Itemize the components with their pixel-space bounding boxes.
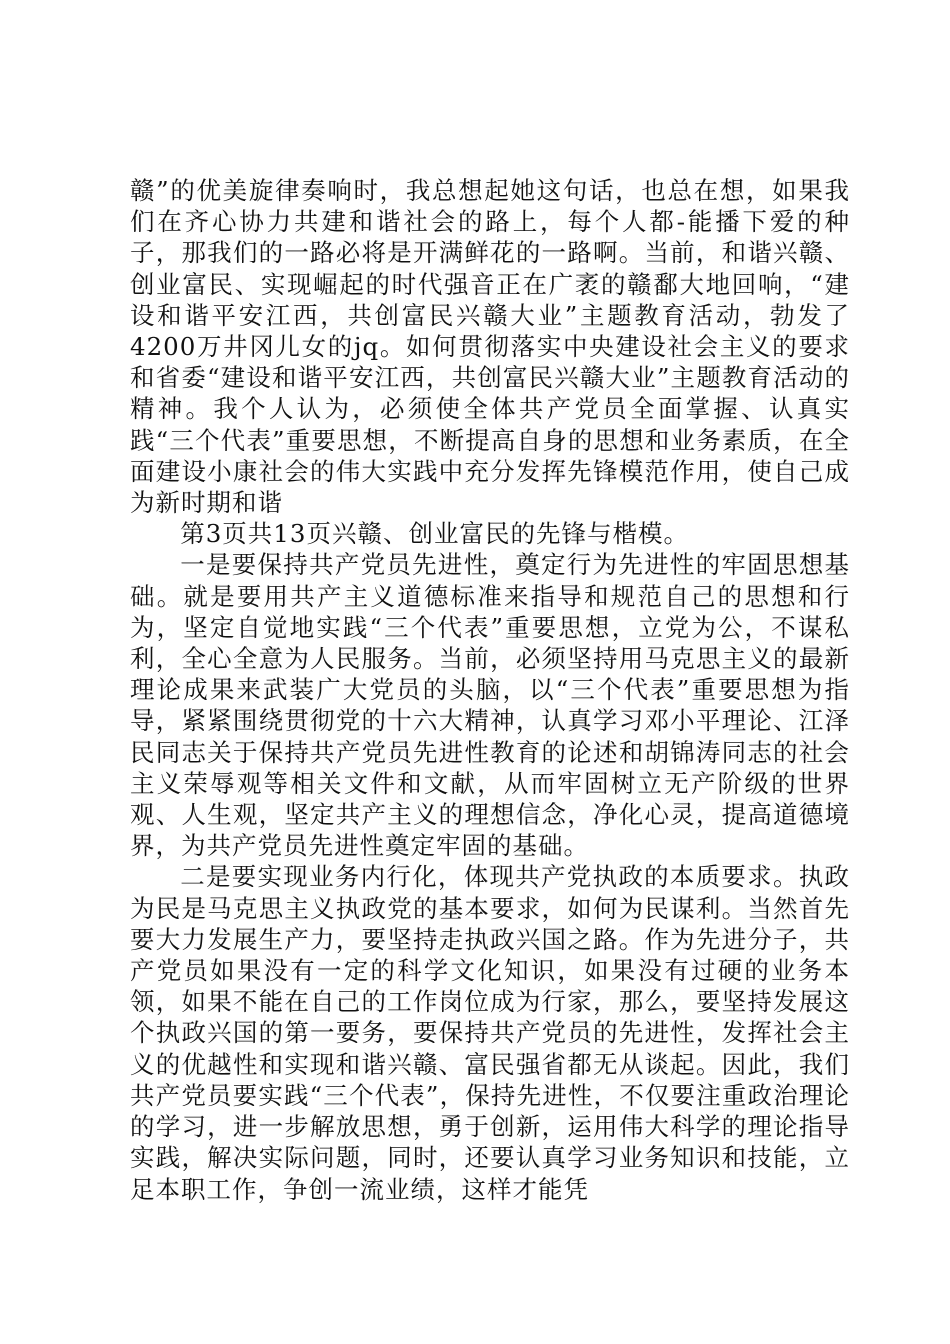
paragraph-point-two: 二是要实现业务内行化，体现共产党执政的本质要求。执政为民是马克思主义执政党的基本要求，如何为民谋利。当然首先要大力发展生产力，要坚持走执政兴国之路。作为先进分子，共产党员如果没有一定的科学文化知识，如果没有过硬的业务本领，如果不能在自己的工作岗位成为行家，那么，要坚持发展这个执政兴国的第一要务，要保持共产党员的先进性，发挥社会主义的优越性和实现和谐兴赣、富民强省都无从谈起。因此，我们共产党员要实践“三个代表”，保持先进性，不仅要注重政治理论的学习，进一步解放思想，勇于创新，运用伟大科学的理论指导实践，解决实际问题，同时，还要认真学习业务知识和技能，立足本职工作，争创一流业绩，这样才能凭 (130, 862, 850, 1204)
paragraph-point-one: 一是要保持共产党员先进性，奠定行为先进性的牢固思想基础。就是要用共产主义道德标准来指导和规范自己的思想和行为，坚定自觉地实践“三个代表”重要思想，立党为公，不谋私利，全心全意为人民服务。当前，必须坚持用马克思主义的最新理论成果来武装广大党员的头脑，以“三个代表”重要思想为指导，紧紧围绕贯彻党的十六大精神，认真学习邓小平理论、江泽民同志关于保持共产党员先进性教育的论述和胡锦涛同志的社会主义荣辱观等相关文件和文献，从而牢固树立无产阶级的世界观、人生观，坚定共产主义的理想信念，净化心灵，提高道德境界，为共产党员先进性奠定牢固的基础。 (130, 550, 850, 861)
paragraph-page-marker: 第3页共13页兴赣、创业富民的先锋与楷模。 (180, 519, 689, 549)
document-body (130, 175, 850, 1205)
paragraph-continued-intro: 赣”的优美旋律奏响时，我总想起她这句话，也总在想，如果我们在齐心协力共建和谐社会的路上，每个人都-能播下爱的种子，那我们的一路必将是开满鲜花的一路啊。当前，和谐兴赣、创业富民、实现崛起的时代强音正在广袤的赣鄱大地回响，“建设和谐平安江西，共创富民兴赣大业”主题教育活动，勃发了4200万井冈儿女的jq。如何贯彻落实中央建设社会主义的要求和省委“建设和谐平安江西，共创富民兴赣大业”主题教育活动的精神。我个人认为，必须使全体共产党员全面掌握、认真实践“三个代表”重要思想，不断提高自身的思想和业务素质，在全面建设小康社会的伟大实践中充分发挥先锋模范作用，使自己成为新时期和谐 (130, 176, 850, 518)
